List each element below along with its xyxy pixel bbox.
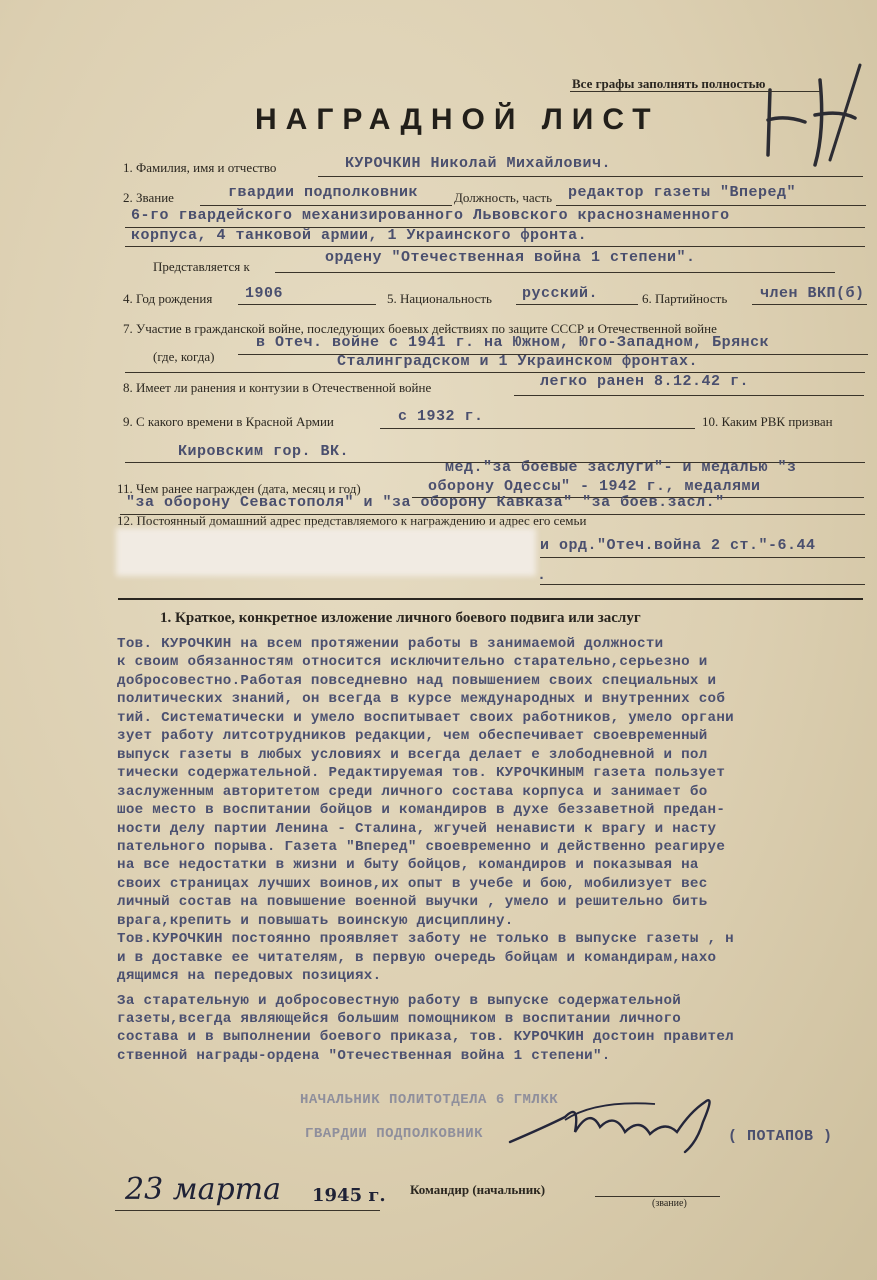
field-nationality-label: 5. Национальность [387,291,492,306]
merit-text-line: Тов.КУРОЧКИН постоянно проявляет заботу не только в выпуске газеты , н [117,931,734,948]
field-birth-year-value: 1906 [245,285,284,302]
field-army-since-label: 9. С какого времени в Красной Армии [123,414,334,429]
field-war-value-1: в Отеч. войне с 1941 г. на Южном, Юго-Западном, Брянск [256,334,770,351]
merit-text-line: тически содержательной. Редактируемая тов. КУРОЧКИНЫМ газета пользует [117,765,726,782]
field-nationality-value: русский. [522,285,599,302]
rank-caption: (звание) [652,1198,687,1209]
field-army-since-value: с 1932 г. [398,408,484,425]
field-rank-value: гвардии подполковник [228,184,419,201]
merit-text-line: Тов. КУРОЧКИН на всем протяжении работы в занимаемой должности [117,636,664,652]
field-address-value-1: и орд."Отеч.война 2 ст."-6.44 [540,537,816,554]
field-rvk-label: 10. Каким РВК призван [702,414,833,429]
field-awards-value-1: мед."за боевые заслуги"- и медалью "з [445,459,797,476]
redacted-address [116,528,536,576]
merit-text-line: личный состав на повышение военной выучки , умело и решительно бить [117,894,708,911]
merit-text-line: врага,крепить и повышать воинскую дисциплину. [117,912,514,929]
merit-text-line: пательного порыва. Газета "Вперед" своевременно и действенно реагируе [117,838,726,855]
field-party-label: 6. Партийность [642,291,728,306]
merit-text-line: к своим обязанностям относится исключительно старательно,серьезно и [117,654,708,671]
commander-label: Командир (начальник) [410,1182,546,1197]
field-awards-value-3: "за оборону Севастополя" и "за оборону Кавказа" "за боев.засл." [126,494,725,511]
handwritten-signature [505,1082,730,1162]
signer-rank: ГВАРДИИ ПОДПОЛКОВНИК [305,1126,484,1142]
section-divider [118,598,863,600]
section-heading: 1. Краткое, конкретное изложение личного боевого подвига или заслуг [160,610,641,626]
merit-text-line: состава и в выполнении боевого приказа, тов. КУРОЧКИН достоин правител [117,1029,734,1046]
merit-text-line: ственной награды-ордена "Отечественная война 1 степени". [117,1047,611,1064]
field-position-value-1: редактор газеты "Вперед" [568,184,797,201]
merit-text-line: добросовестно.Работая повседневно над повышением своих специальных и [117,672,717,689]
field-wounds-value: легко ранен 8.12.42 г. [540,373,750,390]
field-party-value: член ВКП(б) [760,285,865,302]
signer-position: НАЧАЛЬНИК ПОЛИТОТДЕЛА 6 ГМЛКК [300,1092,559,1108]
field-address-value-2: . [537,567,547,584]
field-war-participation-label: 7. Участие в гражданской войне, последующих боевых действиях по защите СССР и Отечественной войне [123,321,717,336]
fill-instruction: Все графы заполнять полностью [572,76,766,91]
date-year: 1945 г. [312,1185,386,1206]
merit-text-line: своих страницах лучших воинов,их опыт в учебе и бою, мобилизует вес [117,875,708,892]
field-position-value-2: 6-го гвардейского механизированного Львовского краснознаменного [131,207,730,224]
merit-text-line: на все недостатки в жизни и быту бойцов, командиров и показывая на [117,857,699,874]
field-position-value-3: корпуса, 4 танковой армии, 1 Украинского фронта. [131,227,588,244]
archive-number-stamp [760,60,877,170]
field-position-label: Должность, часть [454,190,553,205]
field-awards-value-2: оборону Одессы" - 1942 г., медалями [428,478,761,495]
field-address-label: 12. Постоянный домашний адрес представляемого к награждению и адрес его семьи [117,513,587,528]
merit-text-line: заслуженным авторитетом среди личного состава корпуса и занимает бо [117,783,708,800]
merit-text-line: газеты,всегда являющейся большим помощником в воспитании личного [117,1011,682,1027]
merit-text-line: политических знаний, он всегда в курсе международных и внутренних соб [117,691,726,708]
merit-text-line: выпуск газеты в любых условиях и всегда делает е злободневной и пол [117,746,708,763]
field-birth-year-label: 4. Год рождения [123,291,213,306]
merit-text-line: и в доставке ее читателям, в первую очередь бойцам и командирам,нахо [117,949,717,966]
signer-name: ( ПОТАПОВ ) [728,1128,833,1145]
field-war-where-label: (где, когда) [153,349,215,364]
handwritten-date: 23 марта [125,1172,282,1207]
field-previous-awards-label: 11. Чем ранее награжден (дата, месяц и год) [117,481,361,496]
field-wounds-label: 8. Имеет ли ранения и контузии в Отечественной войне [123,380,432,395]
field-rank-label: 2. Звание [123,190,174,205]
field-name-value: КУРОЧКИН Николай Михайлович. [345,155,612,172]
field-war-value-2: Сталинградском и 1 Украинском фронтах. [337,353,699,370]
merit-text-line: дящимся на передовых позициях. [117,968,382,985]
merit-text-line: тий. Систематически и умело воспитывает своих работников, умело органи [117,709,734,726]
field-rvk-value: Кировским гор. ВК. [178,443,350,460]
document-title: НАГРАДНОЙ ЛИСТ [255,103,660,136]
merit-text-line: шое место в воспитании бойцов и командиров в духе беззаветной предан- [117,802,726,819]
merit-text-line: За старательную и добросовестную работу в выпуске содержательной [117,992,682,1009]
field-award-value: ордену "Отечественная война 1 степени". [325,249,696,266]
field-name-label: 1. Фамилия, имя и отчество [123,160,277,175]
merit-text-line: ности делу партии Ленина - Сталина, жгучей ненависти к врагу и насту [117,820,717,837]
merit-text-line: зует работу литсотрудников редакции, чем обеспечивает своевременный [117,728,708,745]
field-award-label: Представляется к [153,259,250,274]
